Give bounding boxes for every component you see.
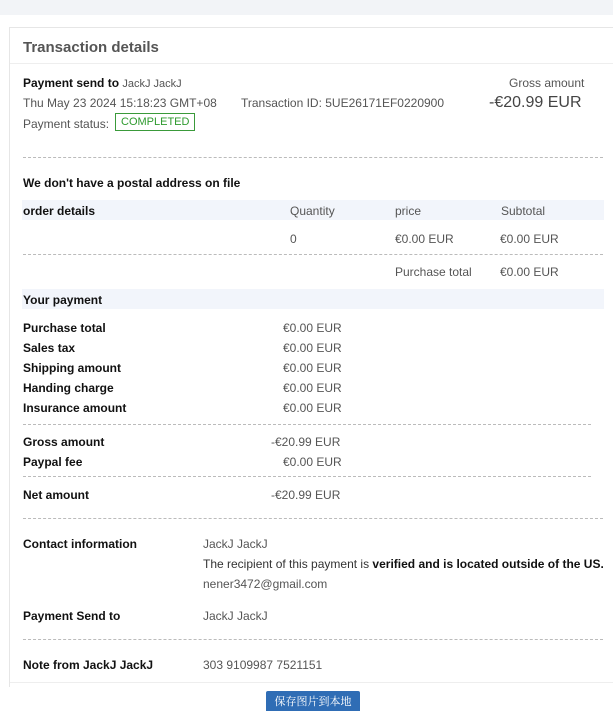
postal-notice: We don't have a postal address on file (23, 176, 241, 190)
order-col-details: order details (23, 204, 96, 218)
order-col-quantity: Quantity (290, 204, 335, 218)
top-bar (0, 0, 613, 15)
gross-amount-label: Gross amount (509, 76, 585, 90)
title-divider (10, 63, 613, 64)
your-payment-heading: Your payment (23, 293, 103, 307)
payment-status-label: Payment status: (23, 117, 110, 131)
verified-statement (203, 557, 604, 571)
transaction-details-card (9, 27, 613, 687)
payment-send-to-label: Payment send to (23, 76, 120, 90)
note-label: Note from JackJ JackJ (23, 658, 154, 672)
payment-item-label: Purchase total (23, 321, 106, 335)
divider (23, 424, 591, 425)
payment-send-to (23, 76, 182, 90)
purchase-total-value: €0.00 EUR (500, 265, 559, 279)
divider (23, 157, 603, 158)
gross-amount-row-label: Gross amount (23, 435, 105, 449)
verified-prefix: The recipient of this payment is (203, 557, 373, 571)
save-image-button[interactable]: 保存图片到本地 (266, 691, 360, 711)
gross-amount-value: -€20.99 EUR (489, 94, 582, 111)
order-cell-price: €0.00 EUR (395, 232, 454, 246)
payment-item-label: Shipping amount (23, 361, 121, 375)
divider (23, 518, 603, 519)
card-bottom-rule (10, 682, 613, 683)
page-title: Transaction details (23, 39, 159, 56)
note-value: 303 9109987 7521151 (203, 658, 323, 672)
order-col-price: price (395, 204, 422, 218)
paypal-fee-label: Paypal fee (23, 455, 83, 469)
contact-info-label: Contact information (23, 537, 137, 551)
payment-item-label: Insurance amount (23, 401, 127, 415)
payment-item-value: €0.00 EUR (283, 341, 342, 355)
payment-item-value: €0.00 EUR (283, 381, 342, 395)
transaction-date: Thu May 23 2024 15:18:23 GMT+08 (23, 96, 217, 110)
payment-item-value: €0.00 EUR (283, 401, 342, 415)
divider (23, 476, 591, 477)
payment-send-to-value: JackJ JackJ (122, 78, 182, 90)
order-col-subtotal: Subtotal (501, 204, 546, 218)
payment-item-label: Handing charge (23, 381, 114, 395)
net-amount-label: Net amount (23, 488, 89, 502)
purchase-total-label: Purchase total (395, 265, 472, 279)
payment-send-to-row-value: JackJ JackJ (203, 609, 268, 623)
order-cell-subtotal: €0.00 EUR (500, 232, 559, 246)
transaction-id: Transaction ID: 5UE26171EF0220900 (241, 96, 445, 110)
verified-bold: verified and is located outside of the US. (372, 557, 604, 571)
payment-item-label: Sales tax (23, 341, 76, 355)
payment-send-to-row-label: Payment Send to (23, 609, 121, 623)
payment-item-value: €0.00 EUR (283, 321, 342, 335)
divider (23, 254, 603, 255)
your-payment-band (22, 289, 604, 309)
paypal-fee-value: €0.00 EUR (283, 455, 342, 469)
gross-amount-row-value: -€20.99 EUR (271, 435, 341, 449)
contact-email: nener3472@gmail.com (203, 577, 328, 591)
status-badge: COMPLETED (115, 113, 195, 131)
net-amount-value: -€20.99 EUR (271, 488, 341, 502)
payment-item-value: €0.00 EUR (283, 361, 342, 375)
order-cell-quantity: 0 (290, 232, 297, 246)
divider (23, 639, 603, 640)
contact-name: JackJ JackJ (203, 537, 268, 551)
